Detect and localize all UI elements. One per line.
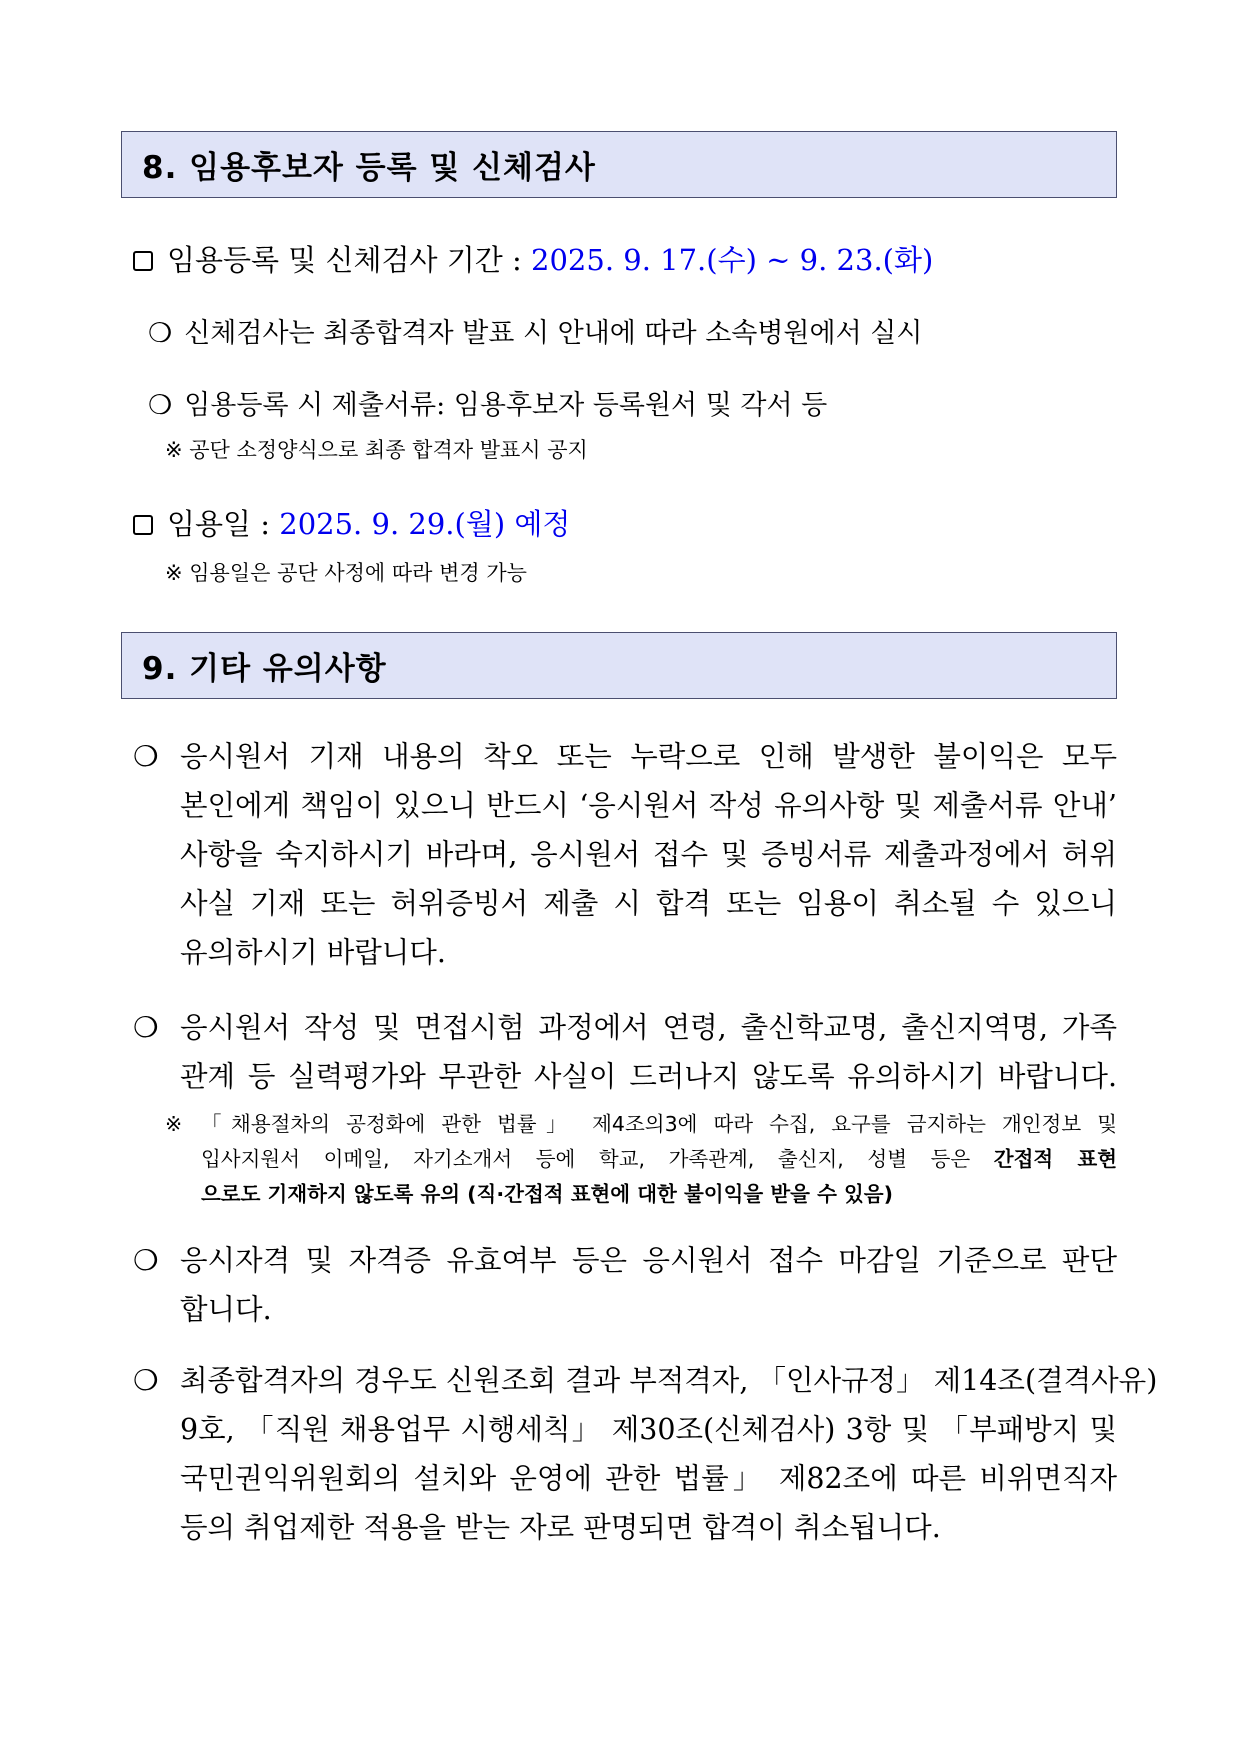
- paragraph-line: [133, 732, 1117, 781]
- note-text-bold: 으로도 기재하지 않도록 유의 (직·간접적 표현에 대한 불이익을 받을 수 있음): [201, 1182, 893, 1206]
- paragraph-line: [133, 1285, 1117, 1334]
- appointment-date: [133, 502, 570, 543]
- paragraph-text: 합니다.: [180, 1293, 272, 1326]
- documents-item: [148, 383, 827, 422]
- section-9-header: [121, 632, 1117, 699]
- square-bullet-icon: [133, 251, 153, 271]
- note-line: [165, 1107, 1117, 1142]
- paragraph-text: 사실 기재 또는 허위증빙서 제출 시 합격 또는 임용이 취소될 수 있으니: [180, 887, 1117, 920]
- paragraph-line: [133, 879, 1117, 928]
- paragraph-line: [133, 1503, 1117, 1552]
- paragraph-text: 국민권익위원회의 설치와 운영에 관한 법률」 제82조에 따른 비위면직자: [180, 1462, 1117, 1495]
- section-8-header: [121, 131, 1117, 198]
- note-line: [165, 1177, 1117, 1212]
- paragraph-text: 최종합격자의 경우도 신원조회 결과 부적격자, 「인사규정」 제14조(결격사유): [180, 1364, 1158, 1397]
- note-mark: ※: [165, 1112, 183, 1136]
- paragraph-text: 응시원서 기재 내용의 착오 또는 누락으로 인해 발생한 불이익은 모두: [180, 740, 1117, 773]
- paragraph-line: [133, 1405, 1117, 1454]
- privacy-note: [165, 1107, 1117, 1212]
- appointment-note: ※ 임용일은 공단 사정에 따라 변경 가능: [165, 561, 527, 585]
- paragraph-line: [133, 781, 1117, 830]
- appointment-date-value: 2025. 9. 29.(월) 예정: [279, 507, 571, 541]
- paragraph-line: [133, 1454, 1117, 1503]
- section-8-title: 8. 임용후보자 등록 및 신체검사: [142, 150, 596, 186]
- circle-bullet-icon: ❍: [133, 1011, 159, 1044]
- physical-exam-item: [148, 311, 922, 350]
- notice-paragraph-3: [133, 1236, 1117, 1334]
- circle-bullet-icon: ❍: [148, 318, 173, 349]
- registration-period-label: 임용등록 및 신체검사 기간 :: [167, 243, 532, 277]
- paragraph-line: [133, 1003, 1117, 1052]
- paragraph-text: 9호, 「직원 채용업무 시행세칙」 제30조(신체검사) 3항 및 「부패방지 및: [180, 1413, 1117, 1446]
- square-bullet-icon: [133, 515, 153, 535]
- notice-paragraph-1: [133, 732, 1117, 977]
- paragraph-text: 유의하시기 바랍니다.: [180, 936, 446, 969]
- note-text-bold: 간접적 표현: [993, 1147, 1117, 1171]
- note-line: [165, 1142, 1117, 1177]
- note-text: [201, 1142, 1117, 1177]
- documents-text: 임용등록 시 제출서류: 임용후보자 등록원서 및 각서 등: [184, 390, 828, 421]
- circle-bullet-icon: ❍: [148, 390, 173, 421]
- section-9-title: 9. 기타 유의사항: [142, 651, 387, 687]
- documents-note: ※ 공단 소정양식으로 최종 합격자 발표시 공지: [165, 438, 588, 462]
- circle-bullet-icon: ❍: [133, 1364, 159, 1397]
- note-text-normal: 입사지원서 이메일, 자기소개서 등에 학교, 가족관계, 출신지, 성별 등은: [201, 1147, 994, 1171]
- notice-paragraph-4: [133, 1356, 1158, 1552]
- paragraph-text: 관계 등 실력평가와 무관한 사실이 드러나지 않도록 유의하시기 바랍니다.: [180, 1060, 1117, 1093]
- circle-bullet-icon: ❍: [133, 1244, 159, 1277]
- paragraph-line: [133, 928, 1117, 977]
- paragraph-text: 응시원서 작성 및 면접시험 과정에서 연령, 출신학교명, 출신지역명, 가족: [180, 1011, 1117, 1044]
- paragraph-text: 응시자격 및 자격증 유효여부 등은 응시원서 접수 마감일 기준으로 판단: [180, 1244, 1117, 1277]
- appointment-date-label: 임용일 :: [167, 507, 280, 541]
- notice-paragraph-2: [133, 1003, 1117, 1101]
- registration-period: [133, 238, 933, 279]
- paragraph-text: 등의 취업제한 적용을 받는 자로 판명되면 합격이 취소됩니다.: [180, 1511, 941, 1544]
- paragraph-line: [133, 1236, 1117, 1285]
- paragraph-line: [133, 1052, 1117, 1101]
- paragraph-text: 본인에게 책임이 있으니 반드시 ‘응시원서 작성 유의사항 및 제출서류 안내’: [180, 789, 1117, 822]
- registration-period-value: 2025. 9. 17.(수) ~ 9. 23.(화): [531, 243, 934, 277]
- circle-bullet-icon: ❍: [133, 740, 159, 773]
- physical-exam-text: 신체검사는 최종합격자 발표 시 안내에 따라 소속병원에서 실시: [184, 318, 923, 349]
- note-text: 「채용절차의 공정화에 관한 법률」 제4조의3에 따라 수집, 요구를 금지하는 개인정보 및: [201, 1112, 1117, 1136]
- paragraph-text: 사항을 숙지하시기 바라며, 응시원서 접수 및 증빙서류 제출과정에서 허위: [180, 838, 1117, 871]
- paragraph-line: [133, 1356, 1158, 1405]
- paragraph-line: [133, 830, 1117, 879]
